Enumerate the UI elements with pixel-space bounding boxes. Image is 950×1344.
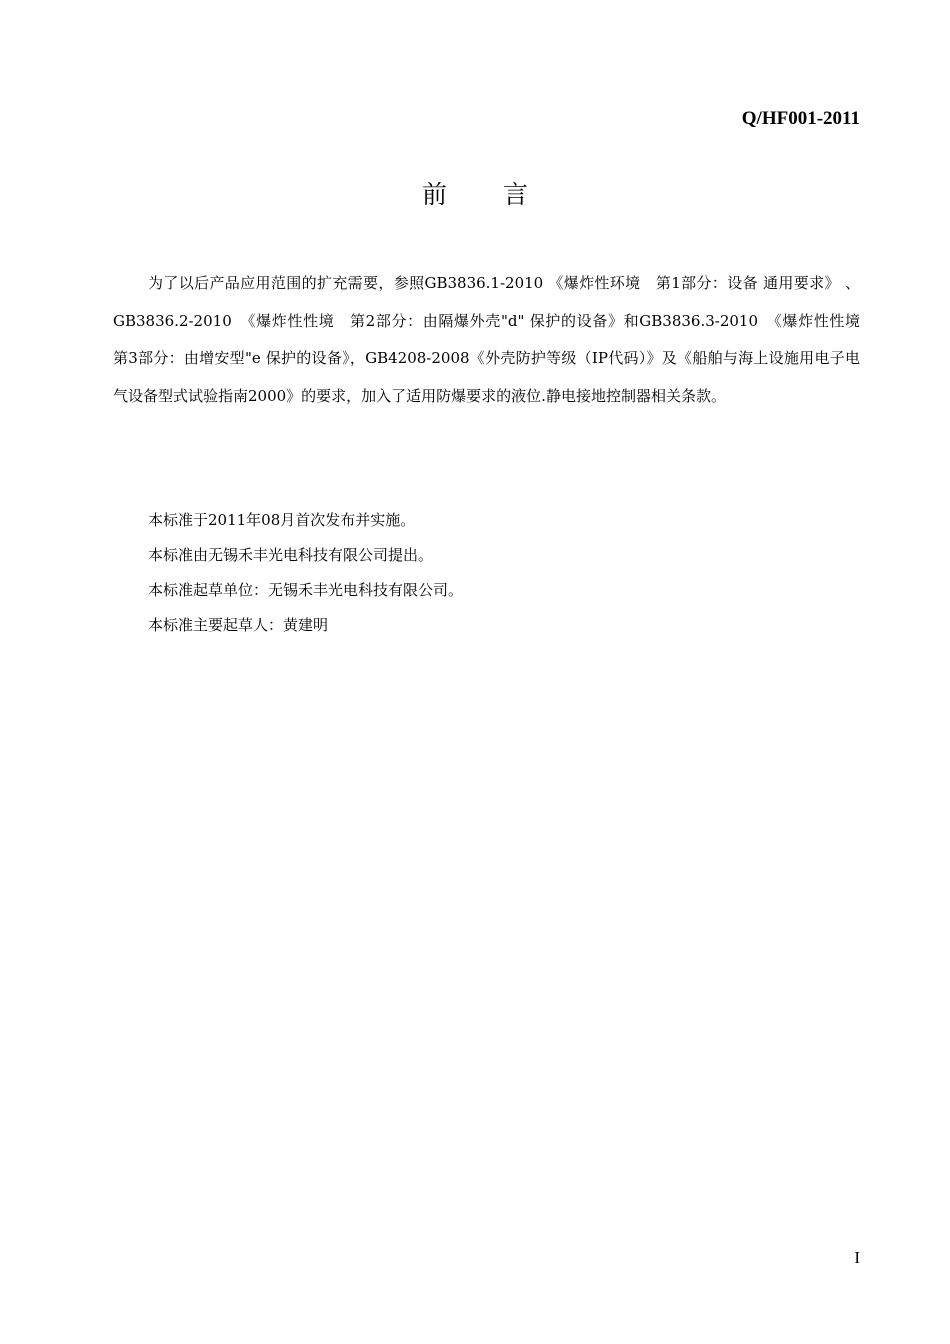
document-code: Q/HF001-2011 [741,108,860,129]
page-title: 前言 [421,180,584,209]
statement-list [148,503,848,643]
page-number: I [854,1248,860,1267]
statement-main-drafter: 本标准主要起草人：黄建明 [148,616,329,634]
statement-publish-date: 本标准于2011年08月首次发布并实施。 [148,511,416,529]
statement-proposer: 本标准由无锡禾丰光电科技有限公司提出。 [148,546,434,564]
intro-paragraph: 为了以后产品应用范围的扩充需要，参照GB3836.1-2010 《爆炸性环境 第1部分：设备 通用要求》 、GB3836.2-2010 《爆炸性性境 第2部分：由隔爆外壳"d" 保护的设备》和GB3836.3-2010 《爆炸性性境 第3部分：由增安型"e 保护的设备》，GB4208-2008《外壳防护等级（IP代码）》及《船舶与海上设施用电子电气设备型式试验指南2000》的要求，加入了适用防爆要求的液位.静电接地控制器相关条款。 [113,274,876,405]
statement-drafting-unit: 本标准起草单位：无锡禾丰光电科技有限公司。 [148,581,464,599]
